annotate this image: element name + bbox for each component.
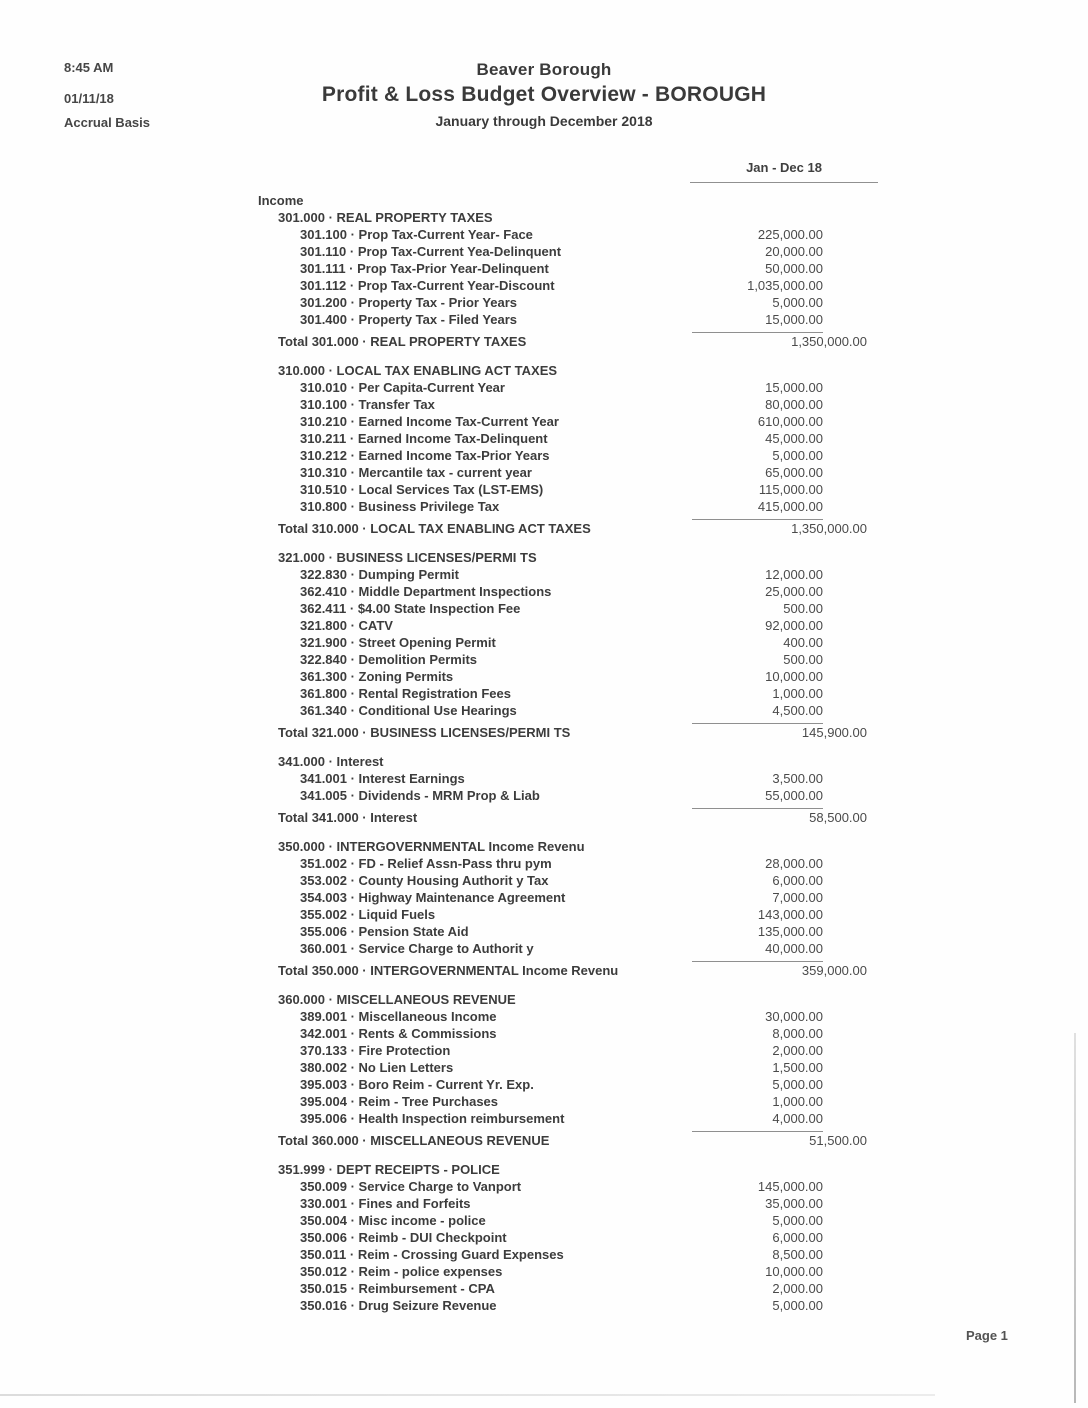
account-row-label: 310.310 · Mercantile tax - current year xyxy=(300,465,532,480)
account-row-label: 351.002 · FD - Relief Assn-Pass thru pym xyxy=(300,856,552,871)
section-header xyxy=(0,549,1088,566)
section-header-label: 351.999 · DEPT RECEIPTS - POLICE xyxy=(278,1162,500,1177)
account-row xyxy=(0,226,1088,243)
account-section-5 xyxy=(0,991,1088,1149)
account-row xyxy=(0,1008,1088,1025)
account-row-amount: 415,000.00 xyxy=(757,499,823,514)
account-row xyxy=(0,923,1088,940)
account-row xyxy=(0,1093,1088,1110)
account-row-label: 350.012 · Reim - police expenses xyxy=(300,1264,503,1279)
account-row xyxy=(0,1059,1088,1076)
scan-artifact-bottom-line xyxy=(0,1394,935,1396)
account-row-amount: 1,035,000.00 xyxy=(747,278,823,293)
total-row-amount: 145,900.00 xyxy=(801,725,867,740)
account-row-amount: 5,000.00 xyxy=(772,448,823,463)
account-row xyxy=(0,651,1088,668)
account-row-amount: 5,000.00 xyxy=(772,295,823,310)
account-row xyxy=(0,464,1088,481)
account-row xyxy=(0,430,1088,447)
account-row-amount: 80,000.00 xyxy=(765,397,823,412)
account-row-label: 362.411 · $4.00 State Inspection Fee xyxy=(300,601,521,616)
account-row xyxy=(0,260,1088,277)
account-row-label: 301.200 · Property Tax - Prior Years xyxy=(300,295,518,310)
account-row-amount: 1,000.00 xyxy=(772,1094,823,1109)
account-row-label: 301.112 · Prop Tax-Current Year-Discount xyxy=(300,278,555,293)
account-row-amount: 2,000.00 xyxy=(772,1043,823,1058)
account-row-amount: 45,000.00 xyxy=(765,431,823,446)
account-row-amount: 225,000.00 xyxy=(757,227,823,242)
account-row-amount: 55,000.00 xyxy=(765,788,823,803)
account-row-amount: 50,000.00 xyxy=(765,261,823,276)
account-row xyxy=(0,379,1088,396)
account-row-label: 362.410 · Middle Department Inspections xyxy=(300,584,552,599)
account-row-label: 341.001 · Interest Earnings xyxy=(300,771,465,786)
account-row-label: 395.006 · Health Inspection reimbursement xyxy=(300,1111,565,1126)
account-row-label: 310.010 · Per Capita-Current Year xyxy=(300,380,505,395)
account-row-label: 310.800 · Business Privilege Tax xyxy=(300,499,500,514)
account-row xyxy=(0,583,1088,600)
title-block xyxy=(0,60,1088,129)
account-row xyxy=(0,1229,1088,1246)
account-row-label: 310.211 · Earned Income Tax-Delinquent xyxy=(300,431,548,446)
account-row xyxy=(0,277,1088,294)
account-row-amount: 20,000.00 xyxy=(765,244,823,259)
account-row xyxy=(0,906,1088,923)
account-row xyxy=(0,243,1088,260)
income-group-label xyxy=(0,192,1088,209)
account-row-amount: 145,000.00 xyxy=(757,1179,823,1194)
account-row-label: 301.400 · Property Tax - Filed Years xyxy=(300,312,518,327)
section-header xyxy=(0,838,1088,855)
account-row-amount: 500.00 xyxy=(783,601,823,616)
account-row xyxy=(0,447,1088,464)
account-row xyxy=(0,940,1088,957)
account-row xyxy=(0,872,1088,889)
account-row-label: 355.002 · Liquid Fuels xyxy=(300,907,436,922)
total-row-label: Total 321.000 · BUSINESS LICENSES/PERMI TS xyxy=(278,725,571,740)
section-header xyxy=(0,209,1088,226)
account-row-amount: 1,500.00 xyxy=(772,1060,823,1075)
report-subtitle: January through December 2018 xyxy=(435,113,653,129)
account-row-amount: 30,000.00 xyxy=(765,1009,823,1024)
account-row-label: 342.001 · Rents & Commissions xyxy=(300,1026,497,1041)
account-row xyxy=(0,396,1088,413)
account-row xyxy=(0,617,1088,634)
account-row xyxy=(0,1042,1088,1059)
account-row-label: 321.800 · CATV xyxy=(300,618,393,633)
account-row-amount: 25,000.00 xyxy=(765,584,823,599)
total-row-amount: 1,350,000.00 xyxy=(791,334,867,349)
account-row-amount: 5,000.00 xyxy=(772,1213,823,1228)
section-header xyxy=(0,1161,1088,1178)
account-row xyxy=(0,702,1088,719)
total-row-amount: 359,000.00 xyxy=(801,963,867,978)
total-row xyxy=(0,333,1088,350)
account-row-label: 360.001 · Service Charge to Authorit y xyxy=(300,941,534,956)
section-header-label: 350.000 · INTERGOVERNMENTAL Income Revenu xyxy=(278,839,585,854)
total-row-label: Total 350.000 · INTERGOVERNMENTAL Income Revenu xyxy=(278,963,619,978)
account-row-amount: 35,000.00 xyxy=(765,1196,823,1211)
account-row xyxy=(0,1178,1088,1195)
account-row-label: 350.016 · Drug Seizure Revenue xyxy=(300,1298,497,1313)
account-row-label: 350.015 · Reimbursement - CPA xyxy=(300,1281,495,1296)
account-row-amount: 10,000.00 xyxy=(765,1264,823,1279)
account-row-amount: 1,000.00 xyxy=(772,686,823,701)
section-header-label: 310.000 · LOCAL TAX ENABLING ACT TAXES xyxy=(278,363,558,378)
account-row-label: 301.100 · Prop Tax-Current Year- Face xyxy=(300,227,533,242)
account-row-label: 380.002 · No Lien Letters xyxy=(300,1060,454,1075)
account-row-amount: 4,000.00 xyxy=(772,1111,823,1126)
account-row xyxy=(0,1246,1088,1263)
account-row xyxy=(0,787,1088,804)
total-row-label: Total 310.000 · LOCAL TAX ENABLING ACT TAXES xyxy=(278,521,591,536)
total-row-label: Total 341.000 · Interest xyxy=(278,810,418,825)
total-row-amount: 58,500.00 xyxy=(809,810,867,825)
account-row-amount: 8,500.00 xyxy=(772,1247,823,1262)
account-row-amount: 6,000.00 xyxy=(772,1230,823,1245)
total-row xyxy=(0,1132,1088,1149)
account-row xyxy=(0,668,1088,685)
account-row-label: 310.100 · Transfer Tax xyxy=(300,397,435,412)
account-row-amount: 610,000.00 xyxy=(757,414,823,429)
account-row-amount: 8,000.00 xyxy=(772,1026,823,1041)
total-row-amount: 51,500.00 xyxy=(809,1133,867,1148)
account-row-amount: 143,000.00 xyxy=(757,907,823,922)
account-row-label: 330.001 · Fines and Forfeits xyxy=(300,1196,471,1211)
account-row xyxy=(0,770,1088,787)
report-time: 8:45 AM xyxy=(64,60,114,75)
account-row xyxy=(0,1110,1088,1127)
account-row xyxy=(0,481,1088,498)
total-row xyxy=(0,724,1088,741)
accrual-basis-label: Accrual Basis xyxy=(64,115,150,130)
account-row-amount: 115,000.00 xyxy=(758,482,823,497)
account-section-6 xyxy=(0,1161,1088,1314)
account-row-label: 301.110 · Prop Tax-Current Yea-Delinquent xyxy=(300,244,562,259)
account-row xyxy=(0,1263,1088,1280)
account-row xyxy=(0,1212,1088,1229)
account-row xyxy=(0,294,1088,311)
account-row xyxy=(0,413,1088,430)
section-header xyxy=(0,362,1088,379)
report-title: Profit & Loss Budget Overview - BOROUGH xyxy=(321,83,767,106)
account-row xyxy=(0,1280,1088,1297)
account-row-label: 395.003 · Boro Reim - Current Yr. Exp. xyxy=(300,1077,534,1092)
total-row xyxy=(0,809,1088,826)
account-row-amount: 12,000.00 xyxy=(765,567,823,582)
account-row-amount: 5,000.00 xyxy=(772,1298,823,1313)
account-section-2 xyxy=(0,549,1088,741)
account-row-amount: 10,000.00 xyxy=(765,669,823,684)
account-row-label: 350.009 · Service Charge to Vanport xyxy=(300,1179,522,1194)
account-row-amount: 28,000.00 xyxy=(765,856,823,871)
total-row-amount: 1,350,000.00 xyxy=(791,521,867,536)
section-header xyxy=(0,753,1088,770)
account-row-amount: 5,000.00 xyxy=(772,1077,823,1092)
account-section-4 xyxy=(0,838,1088,979)
account-row xyxy=(0,1195,1088,1212)
account-row-label: 310.210 · Earned Income Tax-Current Year xyxy=(300,414,559,429)
account-row xyxy=(0,311,1088,328)
column-header-jan-dec: Jan - Dec 18 xyxy=(690,160,878,183)
account-row-label: 361.300 · Zoning Permits xyxy=(300,669,454,684)
section-header-label: 301.000 · REAL PROPERTY TAXES xyxy=(278,210,493,225)
account-row-amount: 4,500.00 xyxy=(772,703,823,718)
account-row-label: 350.004 · Misc income - police xyxy=(300,1213,486,1228)
account-row-amount: 400.00 xyxy=(783,635,823,650)
account-row-amount: 40,000.00 xyxy=(765,941,823,956)
account-section-3 xyxy=(0,753,1088,826)
account-row-label: 353.002 · County Housing Authorit y Tax xyxy=(300,873,549,888)
total-row-label: Total 360.000 · MISCELLANEOUS REVENUE xyxy=(278,1133,550,1148)
account-row xyxy=(0,634,1088,651)
account-row-label: 361.340 · Conditional Use Hearings xyxy=(300,703,517,718)
account-row-label: 310.212 · Earned Income Tax-Prior Years xyxy=(300,448,550,463)
account-section-1 xyxy=(0,362,1088,537)
account-row-label: 310.510 · Local Services Tax (LST-EMS) xyxy=(300,482,544,497)
account-row-label: 341.005 · Dividends - MRM Prop & Liab xyxy=(300,788,540,803)
section-header-label: 360.000 · MISCELLANEOUS REVENUE xyxy=(278,992,516,1007)
account-row-amount: 15,000.00 xyxy=(765,312,823,327)
account-row-label: 395.004 · Reim - Tree Purchases xyxy=(300,1094,499,1109)
account-row xyxy=(0,1025,1088,1042)
total-row xyxy=(0,962,1088,979)
account-row xyxy=(0,1076,1088,1093)
account-row-amount: 92,000.00 xyxy=(765,618,823,633)
account-row-label: 361.800 · Rental Registration Fees xyxy=(300,686,511,701)
section-header-label: 321.000 · BUSINESS LICENSES/PERMI TS xyxy=(278,550,537,565)
account-row-amount: 65,000.00 xyxy=(765,465,823,480)
account-row-label: 322.830 · Dumping Permit xyxy=(300,567,459,582)
account-row-amount: 3,500.00 xyxy=(772,771,823,786)
page-number: Page 1 xyxy=(966,1328,1008,1343)
account-row-amount: 2,000.00 xyxy=(772,1281,823,1296)
total-row-label: Total 301.000 · REAL PROPERTY TAXES xyxy=(278,334,527,349)
report-date: 01/11/18 xyxy=(64,91,114,106)
account-row-amount: 500.00 xyxy=(783,652,823,667)
total-row xyxy=(0,520,1088,537)
account-section-0 xyxy=(0,209,1088,350)
account-row xyxy=(0,889,1088,906)
income-group-label-label: Income xyxy=(258,193,304,208)
report-body xyxy=(0,192,1088,1314)
account-row-label: 389.001 · Miscellaneous Income xyxy=(300,1009,497,1024)
account-row xyxy=(0,498,1088,515)
company-name: Beaver Borough xyxy=(476,60,612,79)
account-row xyxy=(0,685,1088,702)
section-header xyxy=(0,991,1088,1008)
account-row-label: 370.133 · Fire Protection xyxy=(300,1043,451,1058)
section-header-label: 341.000 · Interest xyxy=(278,754,384,769)
account-row-amount: 7,000.00 xyxy=(772,890,823,905)
account-row-label: 355.006 · Pension State Aid xyxy=(300,924,469,939)
account-row-label: 350.006 · Reimb - DUI Checkpoint xyxy=(300,1230,507,1245)
account-row-label: 350.011 · Reim - Crossing Guard Expenses xyxy=(300,1247,564,1262)
account-row-label: 354.003 · Highway Maintenance Agreement xyxy=(300,890,566,905)
account-row-label: 301.111 · Prop Tax-Prior Year-Delinquent xyxy=(300,261,549,276)
account-row xyxy=(0,1297,1088,1314)
account-row xyxy=(0,566,1088,583)
account-row-label: 321.900 · Street Opening Permit xyxy=(300,635,496,650)
account-row-label: 322.840 · Demolition Permits xyxy=(300,652,478,667)
account-row-amount: 15,000.00 xyxy=(765,380,823,395)
account-row-amount: 135,000.00 xyxy=(757,924,823,939)
account-row xyxy=(0,855,1088,872)
account-row xyxy=(0,600,1088,617)
account-row-amount: 6,000.00 xyxy=(772,873,823,888)
scan-artifact-vertical-line xyxy=(1074,1033,1076,1403)
